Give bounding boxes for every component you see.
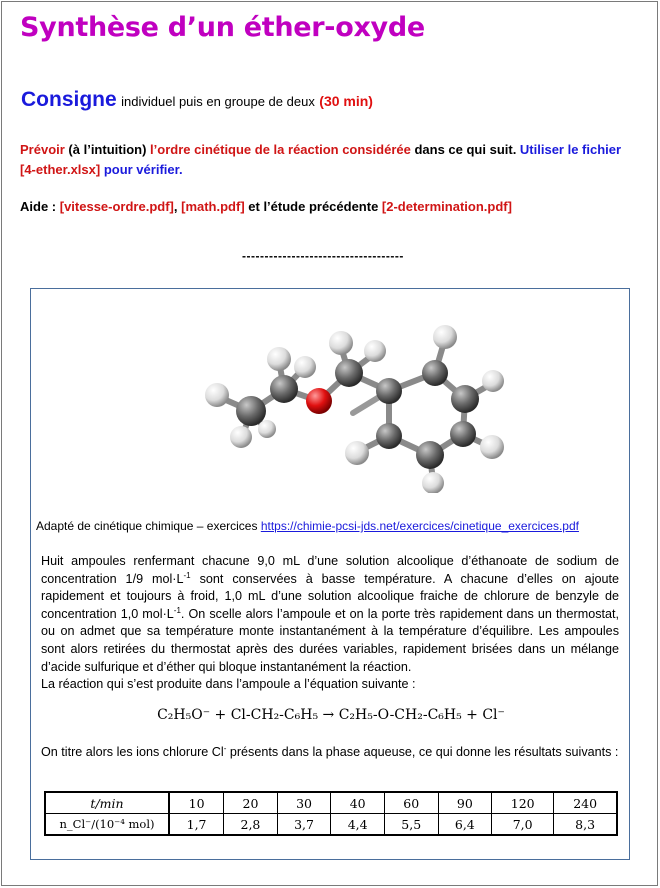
equation-rhs: C₂H₅-O-CH₂-C₆H₅ + Cl⁻	[338, 707, 505, 723]
source-text: Adapté de cinétique chimique – exercices	[36, 519, 261, 533]
instr-suite: dans ce qui suit.	[410, 142, 520, 157]
instr-ordre: l’ordre cinétique de la réaction considérée	[150, 142, 411, 157]
table-cell: 20	[224, 792, 278, 814]
consigne-line	[21, 88, 373, 112]
table-cell: 40	[331, 792, 385, 814]
consigne-time: (30 min)	[319, 93, 373, 109]
instruction-paragraph	[20, 140, 640, 180]
aide-file-determination[interactable]: [2-determination.pdf]	[381, 199, 512, 214]
table-cell: 1,7	[169, 814, 224, 836]
experiment-text-a: Huit ampoules renfermant chacune 9,0 mL d’une solution alcoolique d’éthanoate de sodium de concentration 1/9 mol·L	[41, 554, 619, 586]
table-cell: 8,3	[554, 814, 617, 836]
equation-arrow: →	[322, 707, 335, 723]
table-cell: 6,4	[438, 814, 492, 836]
table-cell: 10	[169, 792, 224, 814]
aide-file-math[interactable]: [math.pdf]	[181, 199, 245, 214]
table-cell: 5,5	[384, 814, 438, 836]
experiment-text-c: . On scelle alors l’ampoule et on la porte très rapidement dans un thermostat, ou on admet que sa température monte instantanément à la température d’équilibre. Les ampoules sont alors retirées du thermostat après des durées variables, rapidement brisées dans un mélange d’acide sulfurique et d’éther qui bloque instantanément la réaction.	[41, 606, 620, 674]
reaction-equation	[31, 707, 631, 723]
source-line	[36, 519, 579, 533]
instr-intuition: (à l’intuition)	[64, 142, 151, 157]
table-cell: 3,7	[277, 814, 331, 836]
instr-utiliser: Utiliser le fichier	[519, 142, 622, 157]
table-cell: 60	[384, 792, 438, 814]
table-header-time: t/min	[45, 792, 169, 814]
table-row-time	[45, 792, 617, 814]
results-table	[44, 791, 618, 836]
table-cell: 90	[438, 792, 492, 814]
oxygen-atom	[306, 388, 332, 414]
titration-sup: -	[223, 743, 227, 753]
consigne-subtext: individuel puis en groupe de deux	[121, 94, 315, 109]
separator-dashes: ------------------------------------	[242, 249, 404, 263]
table-cell: 2,8	[224, 814, 278, 836]
table-cell: 30	[277, 792, 331, 814]
table-cell: 120	[492, 792, 554, 814]
instr-file-link[interactable]: [4-ether.xlsx]	[20, 162, 101, 177]
instr-verifier: pour vérifier.	[100, 162, 183, 177]
aide-sep: ,	[173, 199, 182, 214]
equation-lhs: C₂H₅O⁻ + Cl-CH₂-C₆H₅	[157, 707, 319, 723]
experiment-sup-2: -1	[173, 605, 181, 615]
titration-text-a: On titre alors les ions chlorure Cl	[41, 745, 224, 759]
table-header-moles: n_Cl⁻/(10⁻⁴ mol)	[45, 814, 169, 836]
instr-prevoir: Prévoir	[20, 142, 65, 157]
aide-file-vitesse[interactable]: [vitesse-ordre.pdf]	[59, 199, 174, 214]
table-cell: 7,0	[492, 814, 554, 836]
table-cell: 240	[554, 792, 617, 814]
table-cell: 4,4	[331, 814, 385, 836]
source-link[interactable]: https://chimie-pcsi-jds.net/exercices/cinetique_exercices.pdf	[260, 519, 579, 533]
table-row-moles	[45, 814, 617, 836]
exercise-box	[30, 288, 630, 860]
aide-line	[20, 199, 512, 214]
molecule-illustration	[181, 303, 511, 493]
experiment-text-b: sont conservées à basse température. A chacune d’elles on ajoute rapidement et toujours à froid, 1,0 mL d’une solution alcoolique fraiche de chlorure de benzyle de concentration 1,0 mol·L	[41, 571, 619, 621]
experiment-paragraph	[41, 553, 619, 694]
aide-mid: et l’étude précédente	[244, 199, 382, 214]
aide-label: Aide :	[20, 199, 60, 214]
experiment-sup-1: -1	[183, 570, 191, 580]
titration-paragraph	[41, 744, 619, 762]
experiment-text-d: La réaction qui s’est produite dans l’ampoule a l’équation suivante :	[41, 677, 416, 692]
consigne-heading: Consigne	[21, 88, 117, 111]
titration-text-b: présents dans la phase aqueuse, ce qui donne les résultats suivants :	[226, 745, 619, 759]
page-title: Synthèse d’un éther-oxyde	[20, 12, 425, 43]
